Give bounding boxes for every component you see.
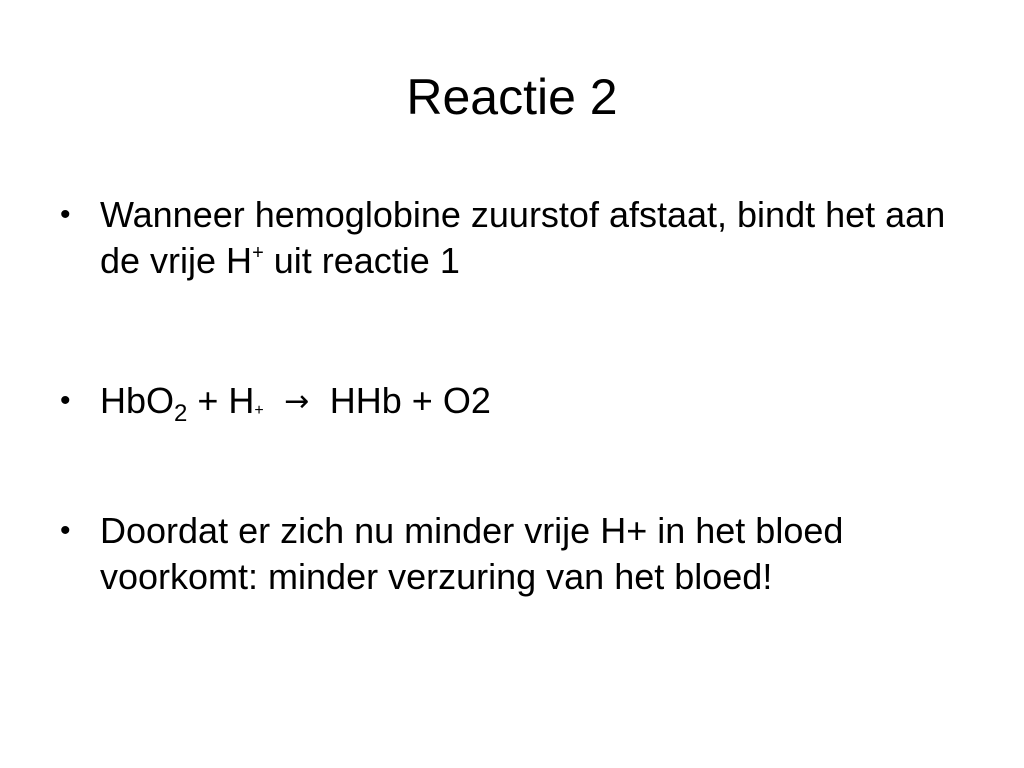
subscript-2: 2 [174, 400, 188, 427]
bullet-item-1 [60, 192, 970, 284]
h-plus-charge: + [254, 402, 264, 419]
bullet-1-text-end: uit reactie 1 [263, 240, 460, 281]
bullet-dot: • [60, 514, 71, 547]
products: HHb + O2 [319, 380, 491, 421]
bullet-item-3 [60, 508, 970, 600]
reactant-hbo: HbO [100, 380, 175, 421]
superscript-plus: + [252, 242, 264, 264]
bullet-item-2 [60, 378, 970, 434]
slide-title: Reactie 2 [406, 69, 618, 125]
bullet-1-text: Wanneer hemoglobine zuurstof afstaat, bindt het aan de vrije H [100, 194, 946, 281]
bullet-dot: • [60, 198, 71, 231]
bullet-3-text: Doordat er zich nu minder vrije H+ in het bloed voorkomt: minder verzuring van het bloed! [100, 510, 844, 597]
bullet-dot: • [60, 384, 71, 417]
plus-h: + H [187, 380, 255, 421]
arrow-right-icon: → [284, 384, 310, 419]
